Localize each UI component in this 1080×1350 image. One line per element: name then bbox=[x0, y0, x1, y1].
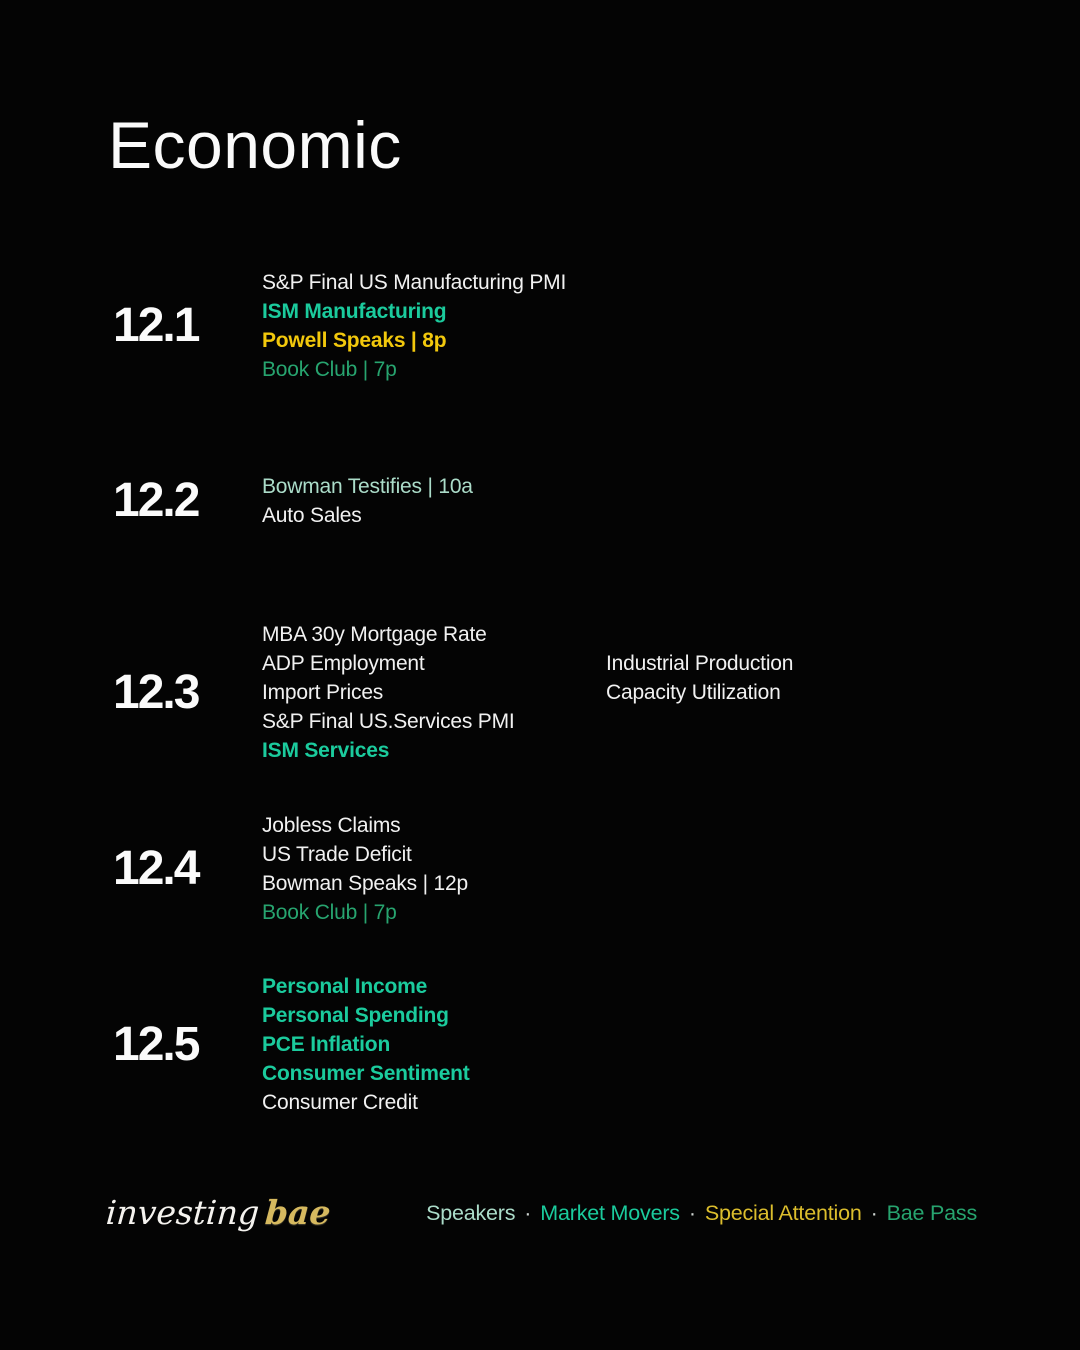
page-title: Economic bbox=[108, 108, 402, 182]
schedule-row-12-1 bbox=[113, 268, 1080, 384]
events-column bbox=[262, 620, 515, 765]
legend-separator: · bbox=[524, 1201, 532, 1225]
brand-logo bbox=[104, 1190, 332, 1236]
event-item: S&P Final US.Services PMI bbox=[262, 710, 515, 733]
events-column bbox=[262, 472, 473, 530]
date-label: 12.3 bbox=[113, 665, 199, 719]
category-legend bbox=[426, 1199, 977, 1228]
event-item: Consumer Sentiment bbox=[262, 1062, 470, 1085]
legend-separator: · bbox=[870, 1201, 878, 1225]
event-item: MBA 30y Mortgage Rate bbox=[262, 623, 487, 646]
date-label: 12.2 bbox=[113, 474, 199, 527]
events-column-right bbox=[606, 649, 793, 707]
date-label: 12.4 bbox=[113, 842, 199, 895]
schedule-row-12-4 bbox=[113, 811, 1080, 927]
event-item: Industrial Production bbox=[606, 652, 794, 675]
event-item: Consumer Credit bbox=[262, 1091, 418, 1114]
event-item: Auto Sales bbox=[262, 504, 362, 527]
event-item: Book Club | 7p bbox=[262, 901, 397, 924]
event-item: Personal Income bbox=[262, 975, 428, 998]
event-item: ISM Manufacturing bbox=[262, 300, 447, 323]
event-item: Book Club | 7p bbox=[262, 358, 397, 381]
legend-item-bae-pass: Bae Pass bbox=[886, 1201, 977, 1225]
event-item: ADP Employment bbox=[262, 652, 425, 675]
event-item: Import Prices bbox=[262, 681, 384, 704]
event-item: ISM Services bbox=[262, 739, 390, 762]
brand-logo-word-investing: investing bbox=[104, 1193, 261, 1232]
event-item: Powell Speaks | 8p bbox=[262, 329, 447, 352]
legend-separator: · bbox=[688, 1201, 696, 1225]
date-label: 12.1 bbox=[113, 299, 199, 352]
events-column bbox=[262, 811, 468, 927]
brand-logo-word-bae: bae bbox=[263, 1193, 332, 1232]
event-item: Bowman Speaks | 12p bbox=[262, 872, 468, 895]
event-item: Jobless Claims bbox=[262, 814, 401, 837]
legend-item-market-movers: Market Movers bbox=[540, 1201, 680, 1225]
schedule-row-12-3 bbox=[113, 620, 1080, 765]
schedule-row-12-2 bbox=[113, 472, 1080, 530]
event-item: Bowman Testifies | 10a bbox=[262, 475, 473, 498]
schedule-row-12-5 bbox=[113, 972, 1080, 1117]
legend-item-special-attention: Special Attention bbox=[704, 1201, 862, 1225]
event-item: S&P Final US Manufacturing PMI bbox=[262, 271, 567, 294]
legend-item-speakers: Speakers bbox=[426, 1201, 516, 1225]
event-item: US Trade Deficit bbox=[262, 843, 412, 866]
event-item: PCE Inflation bbox=[262, 1033, 391, 1056]
date-label: 12.5 bbox=[113, 1017, 199, 1071]
event-item: Personal Spending bbox=[262, 1004, 449, 1027]
events-column bbox=[262, 972, 470, 1117]
event-item: Capacity Utilization bbox=[606, 681, 781, 704]
events-column bbox=[262, 268, 566, 384]
